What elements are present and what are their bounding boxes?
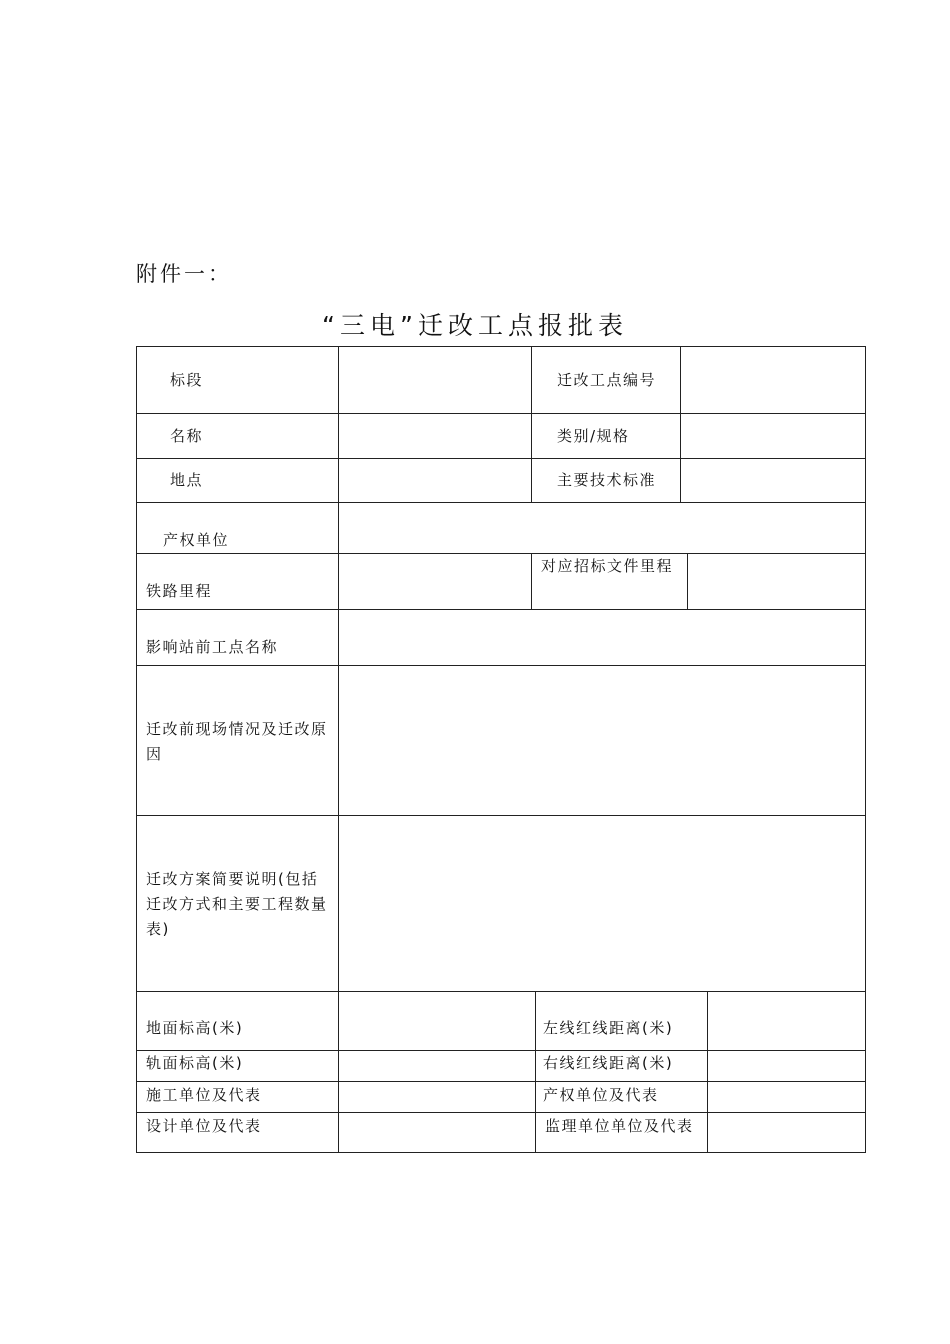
label-rail-elevation: 轨面标高(米) [146,1054,244,1072]
table-border-bottom [136,1152,866,1153]
column-divider [338,346,339,1153]
column-divider [680,346,681,502]
table-border-top [136,346,866,347]
column-divider [535,991,536,1153]
row-divider [136,458,866,459]
column-divider [687,553,688,609]
label-construction-unit: 施工单位及代表 [146,1086,262,1104]
row-divider [136,502,866,503]
label-left-red-line: 左线红线距离(米) [543,1019,674,1037]
column-divider [531,553,532,609]
label-plan-description: 迁改方案简要说明(包括迁改方式和主要工程数量表) [146,870,328,938]
row-divider [136,413,866,414]
row-divider [136,815,866,816]
label-name: 名称 [170,427,204,445]
label-affected-station: 影响站前工点名称 [146,638,279,656]
table-border-right [865,346,866,1153]
row-divider [136,609,866,610]
row-divider [136,1081,866,1082]
label-tender-doc-mileage: 对应招标文件里程 [541,557,674,575]
label-supervision-unit: 监理单位单位及代表 [545,1117,694,1135]
row-divider [136,553,866,554]
label-site-number: 迁改工点编号 [557,371,657,389]
label-section: 标段 [170,371,204,389]
row-divider [136,991,866,992]
column-divider [531,346,532,502]
column-divider [707,991,708,1153]
row-divider [136,1050,866,1051]
label-property-unit: 产权单位 [163,531,230,549]
form-title: “三电”迁改工点报批表 [322,311,628,340]
label-main-tech-standard: 主要技术标准 [557,471,657,489]
label-pre-site-condition: 迁改前现场情况及迁改原因 [146,720,328,763]
label-right-red-line: 右线红线距离(米) [543,1054,674,1072]
row-divider [136,665,866,666]
label-railway-mileage: 铁路里程 [146,582,213,600]
approval-form-table [136,346,866,1153]
label-design-unit: 设计单位及代表 [146,1117,262,1135]
label-ground-elevation: 地面标高(米) [146,1019,244,1037]
attachment-label: 附件一： [136,262,232,286]
label-category-spec: 类别/规格 [557,427,630,445]
label-property-unit-rep: 产权单位及代表 [543,1086,659,1104]
row-divider [136,1112,866,1113]
label-location: 地点 [170,471,204,489]
table-border-left [136,346,137,1153]
